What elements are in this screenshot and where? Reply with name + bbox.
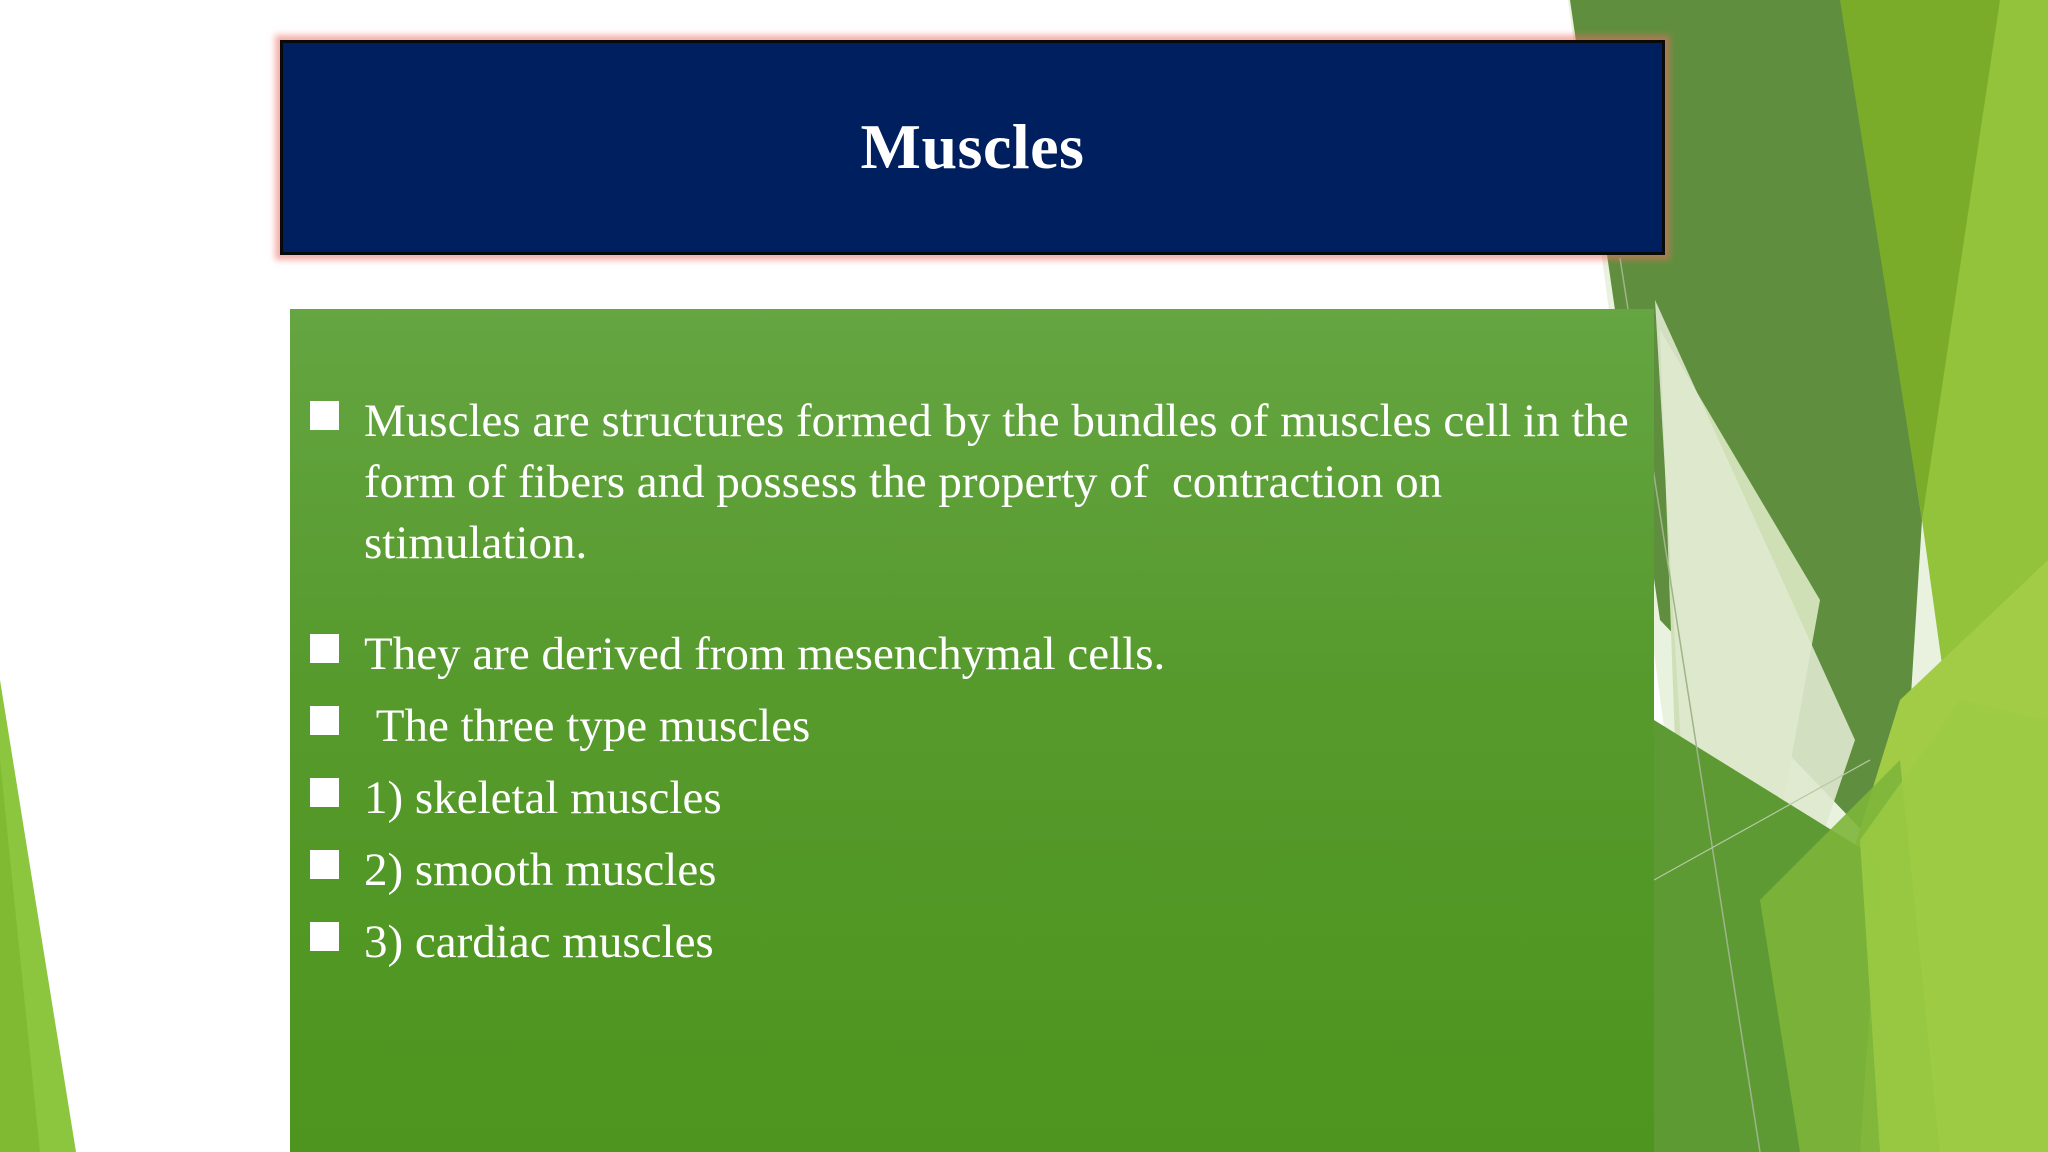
bullet-text: 3) cardiac muscles — [364, 916, 714, 968]
square-bullet-icon — [310, 850, 339, 879]
bullet-list — [310, 391, 1641, 984]
square-bullet-icon — [310, 778, 339, 807]
bullet-types-heading — [310, 696, 1630, 757]
bullet-origin — [310, 624, 1630, 685]
bullet-text: 1) skeletal muscles — [364, 772, 722, 824]
square-bullet-icon — [310, 922, 339, 951]
bullet-text: Muscles are structures formed by the bundles of muscles cell in the form of fibers and possess the property of contraction on stimulation. — [364, 395, 1641, 569]
title-bar — [280, 40, 1665, 255]
slide-title: Muscles — [860, 110, 1085, 182]
square-bullet-icon — [310, 706, 339, 735]
bullet-text: 2) smooth muscles — [364, 844, 717, 896]
bullet-cardiac — [310, 912, 1630, 973]
content-panel — [290, 309, 1654, 1152]
bullet-smooth — [310, 840, 1630, 901]
bullet-text: The three type muscles — [364, 700, 811, 752]
square-bullet-icon — [310, 401, 339, 430]
bullet-text: They are derived from mesenchymal cells. — [364, 628, 1166, 680]
bullet-skeletal — [310, 768, 1630, 829]
square-bullet-icon — [310, 634, 339, 663]
bullet-definition — [310, 391, 1641, 574]
